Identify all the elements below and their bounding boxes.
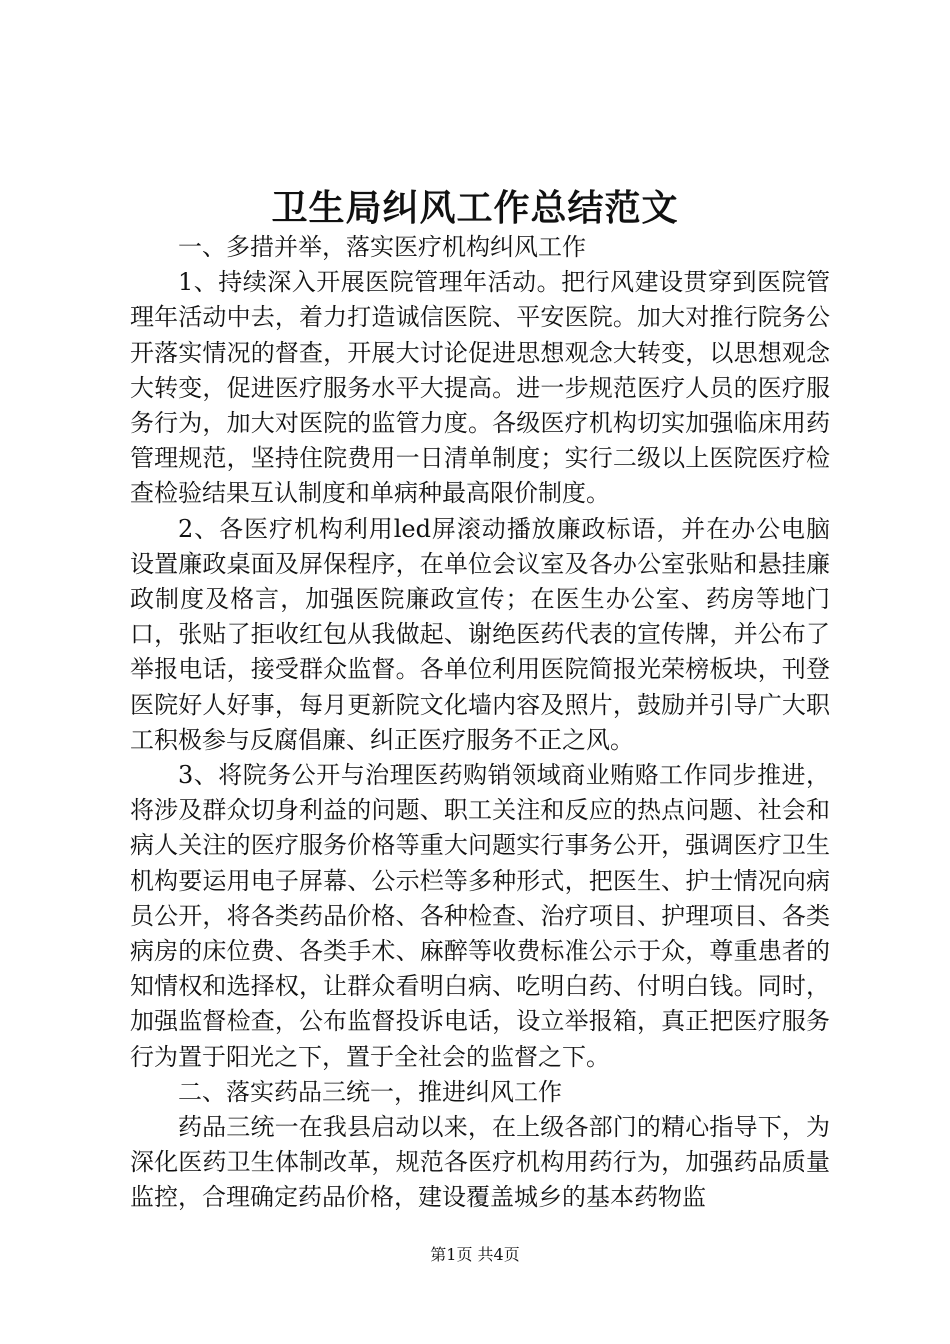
document-body [130,230,830,1216]
paragraph: 2、各医疗机构利用led屏滚动播放廉政标语，并在办公电脑设置廉政桌面及屏保程序，在单位会议室及各办公室张贴和悬挂廉政制度及格言，加强医院廉政宣传；在医生办公室、药房等地门口，张贴了拒收红包从我做起、谢绝医药代表的宣传牌，并公布了举报电话，接受群众监督。各单位利用医院简报光荣榜板块，刊登医院好人好事，每月更新院文化墙内容及照片，鼓励并引导广大职工积极参与反腐倡廉、纠正医疗服务不正之风。 [130,514,830,754]
section-heading: 二、落实药品三统一，推进纠风工作 [178,1077,562,1106]
paragraph: 药品三统一在我县启动以来，在上级各部门的精心指导下，为深化医药卫生体制改革，规范各医疗机构用药行为，加强药品质量监控，合理确定药品价格，建设覆盖城乡的基本药物监 [130,1113,830,1212]
document-title: 卫生局纠风工作总结范文 [271,187,679,229]
paragraph: 3、将院务公开与治理医药购销领域商业贿赂工作同步推进，将涉及群众切身利益的问题、职工关注和反应的热点问题、社会和病人关注的医疗服务价格等重大问题实行事务公开，强调医疗卫生机构要运用电子屏幕、公示栏等多种形式，把医生、护士情况向病员公开，将各类药品价格、各种检查、治疗项目、护理项目、各类病房的床位费、各类手术、麻醉等收费标准公示于众，尊重患者的知情权和选择权，让群众看明白病、吃明白药、付明白钱。同时，加强监督检查，公布监督投诉电话，设立举报箱，真正把医疗服务行为置于阳光之下，置于全社会的监督之下。 [130,761,830,1071]
page-footer: 第1页 共4页 [430,1245,520,1264]
paragraph: 1、持续深入开展医院管理年活动。把行风建设贯穿到医院管理年活动中去，着力打造诚信医院、平安医院。加大对推行院务公开落实情况的督查，开展大讨论促进思想观念大转变，以思想观念大转变，促进医疗服务水平大提高。进一步规范医疗人员的医疗服务行为，加大对医院的监管力度。各级医疗机构切实加强临床用药管理规范，坚持住院费用一日清单制度；实行二级以上医院医疗检查检验结果互认制度和单病种最高限价制度。 [130,268,830,508]
section-heading: 一、多措并举，落实医疗机构纠风工作 [178,233,586,261]
